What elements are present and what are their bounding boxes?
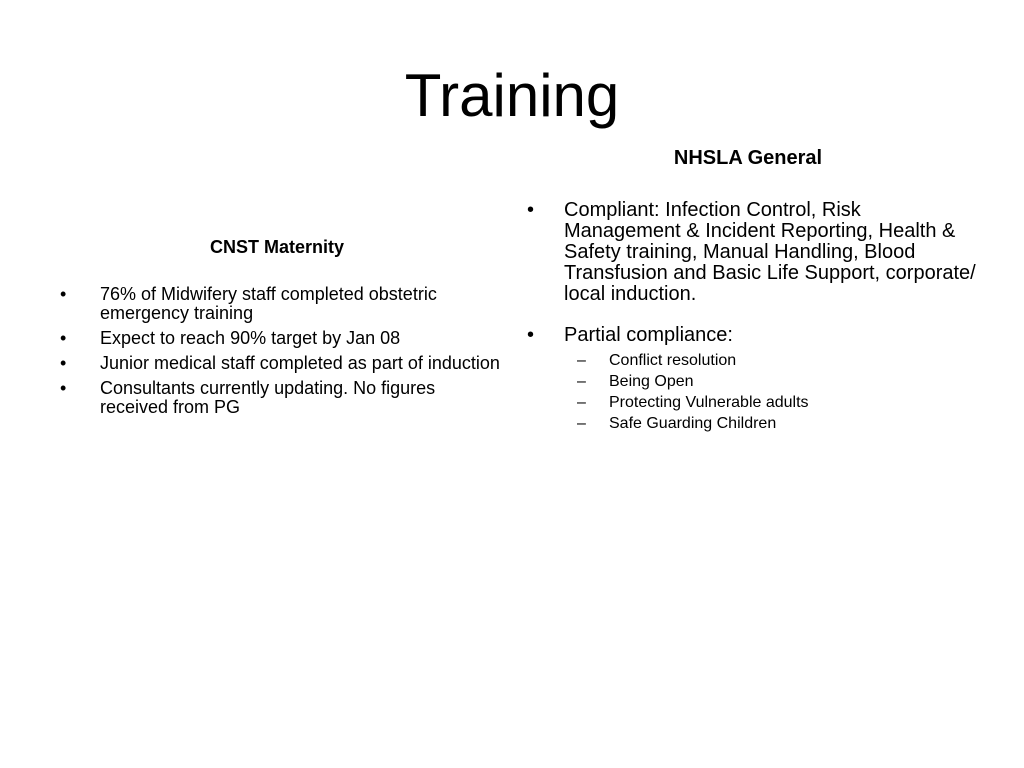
nhsla-general-heading: NHSLA General — [673, 147, 823, 169]
list-item — [52, 354, 502, 373]
list-item-text: Compliant: Infection Control, Risk Management & Incident Reporting, Health & Safety training, Manual Handling, Blood Transfusion and Basic Life Support, corporate/ local induction. — [564, 199, 976, 305]
bullet-icon: • — [60, 353, 67, 373]
bullet-icon: • — [60, 284, 67, 304]
cnst-maternity-list — [52, 285, 502, 417]
sub-list-item-text: Being Open — [609, 373, 694, 390]
list-item-text: 76% of Midwifery staff completed obstetric emergency training — [100, 284, 437, 323]
partial-compliance-sublist — [564, 350, 978, 434]
sub-list-item-text: Safe Guarding Children — [609, 415, 777, 432]
dash-icon: – — [577, 394, 586, 411]
sub-list-item — [564, 413, 978, 434]
nhsla-general-column — [518, 146, 978, 454]
bullet-icon: • — [527, 324, 535, 346]
bullet-icon: • — [60, 328, 67, 348]
list-item — [52, 329, 502, 348]
sub-list-item-text: Protecting Vulnerable adults — [609, 394, 809, 411]
sub-list-item-text: Conflict resolution — [609, 352, 737, 369]
list-item-text: Expect to reach 90% target by Jan 08 — [100, 328, 401, 348]
nhsla-general-list — [518, 200, 978, 434]
sub-list-item — [564, 371, 978, 392]
list-item — [518, 325, 978, 434]
slide-title: Training — [404, 62, 620, 129]
list-item-text: Partial compliance: — [564, 324, 733, 346]
cnst-maternity-column — [52, 236, 502, 423]
cnst-maternity-heading: CNST Maternity — [209, 237, 344, 257]
sub-list-item — [564, 350, 978, 371]
bullet-icon: • — [527, 199, 535, 221]
list-item-text: Consultants currently updating. No figures received from PG — [100, 378, 436, 417]
dash-icon: – — [577, 415, 586, 432]
dash-icon: – — [577, 352, 586, 369]
sub-list-item — [564, 392, 978, 413]
list-item — [52, 285, 502, 323]
dash-icon: – — [577, 373, 586, 390]
list-item — [518, 200, 978, 305]
list-item — [52, 379, 502, 417]
list-item-text: Junior medical staff completed as part of induction — [100, 353, 500, 373]
bullet-icon: • — [60, 378, 67, 398]
